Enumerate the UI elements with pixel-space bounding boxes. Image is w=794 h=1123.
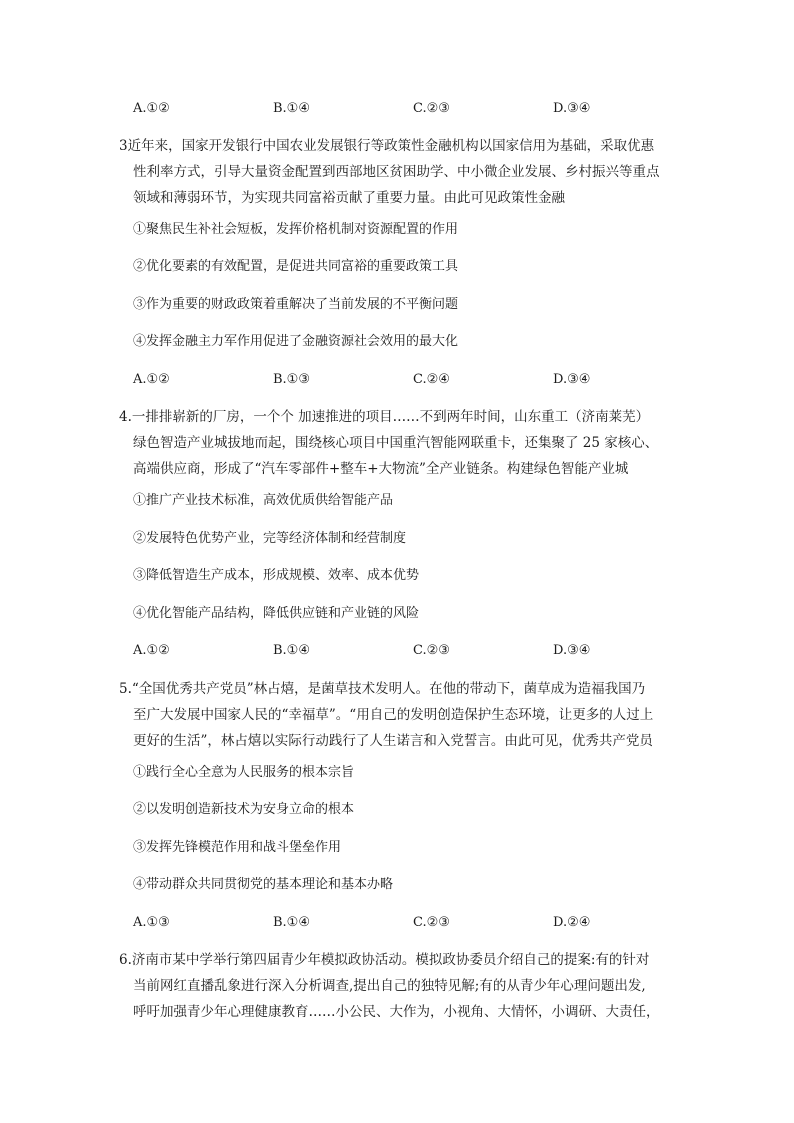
q3-item-1: ①聚焦民生补社会短板，发挥价格机制对资源配置的作用 [133, 222, 459, 237]
q3-stem-line: 3近年来，国家开发银行中国农业发展银行等政策性金融机构以国家信用为基础，采取优惠 [119, 138, 655, 154]
q6-stem-line: 呼吁加强青少年心理健康教育……小公民、大作为，小视角、大情怀，小调研、大责任， [133, 1004, 660, 1020]
q5-options [133, 913, 733, 933]
q4-stem [119, 404, 679, 482]
q2-option-b[interactable]: B.①④ [273, 101, 310, 116]
q5-item-2: ②以发明创造新技术为安身立命的根本 [133, 802, 355, 817]
q4-stem-line: 高端供应商，形成了“汽车零部件+整车+大物流”全产业链条。构建绿色智能产业城 [133, 461, 629, 477]
q2-option-d[interactable]: D.③④ [553, 101, 591, 116]
q6-stem-line: 当前网红直播乱象进行深入分析调查,提出自己的独特见解;有的从青少年心理问题出发, [133, 978, 646, 994]
q4-item-1: ①推广产业技术标准，高效优质供给智能产品 [133, 493, 394, 508]
q4-option-b[interactable]: B.①④ [273, 643, 310, 658]
q5-option-c[interactable]: C.②③ [413, 915, 450, 930]
q3-item-3: ③作为重要的财政政策着重解决了当前发展的不平衡问题 [133, 297, 459, 312]
q5-stem [119, 676, 679, 754]
q5-option-d[interactable]: D.②④ [553, 915, 591, 930]
q6-stem [119, 947, 679, 1025]
q4-item-3: ③降低智造生产成本，形成规模、效率、成本优势 [133, 568, 420, 583]
q3-options [133, 370, 733, 390]
q3-item-2: ②优化要素的有效配置，是促进共同富裕的重要政策工具 [133, 259, 459, 274]
q5-item-3: ③发挥先锋模范作用和战斗堡垒作用 [133, 840, 342, 855]
q5-stem-line: 至广大发展中国家人民的“幸福草”。“用自己的发明创造保护生态环境，让更多的人过上 [133, 707, 654, 723]
q4-item-4: ④优化智能产品结构，降低供应链和产业链的风险 [133, 606, 420, 621]
q3-option-b[interactable]: B.①③ [273, 372, 310, 387]
q4-option-c[interactable]: C.②③ [413, 643, 450, 658]
q5-item-1: ①践行全心全意为人民服务的根本宗旨 [133, 765, 355, 780]
q2-options [133, 99, 733, 119]
q4-stem-line: 绿色智造产业城拔地而起，围绕核心项目中国重汽智能网联重卡，还集聚了 25 家核心、 [133, 435, 659, 451]
q3-stem-line: 性利率方式，引导大量资金配置到西部地区贫困助学、中小微企业发展、乡村振兴等重点 [133, 164, 660, 180]
q4-stem-line: 4.一排排崭新的厂房，一个个 加速推进的项目……不到两年时间，山东重工（济南莱芜） [119, 409, 650, 425]
q5-stem-line: 5.“全国优秀共产党员”林占熺，是菌草技术发明人。在他的带动下，菌草成为造福我国乃 [119, 681, 646, 697]
q3-stem [119, 133, 679, 211]
q4-option-a[interactable]: A.①② [133, 643, 170, 658]
q3-option-d[interactable]: D.③④ [553, 372, 591, 387]
q6-stem-line: 6.济南市某中学举行第四届青少年模拟政协活动。模拟政协委员介绍自己的提案:有的针对 [119, 952, 650, 968]
q5-stem-line: 更好的生活”，林占熺以实际行动践行了人生诺言和入党誓言。由此可见，优秀共产党员 [133, 733, 653, 749]
q2-option-a[interactable]: A.①② [133, 101, 170, 116]
q5-option-a[interactable]: A.①③ [133, 915, 170, 930]
q3-stem-line: 领域和薄弱环节，为实现共同富裕贡献了重要力量。由此可见政策性金融 [133, 190, 565, 206]
q3-option-c[interactable]: C.②④ [413, 372, 450, 387]
q4-option-d[interactable]: D.③④ [553, 643, 591, 658]
q4-item-2: ②发展特色优势产业，完等经济体制和经营制度 [133, 531, 407, 546]
q3-item-4: ④发挥金融主力军作用促进了金融资源社会效用的最大化 [133, 334, 459, 349]
q5-item-4: ④带动群众共同贯彻党的基本理论和基本办略 [133, 877, 394, 892]
q2-option-c[interactable]: C.②③ [413, 101, 450, 116]
q3-option-a[interactable]: A.①② [133, 372, 170, 387]
q5-option-b[interactable]: B.①④ [273, 915, 310, 930]
q4-options [133, 641, 733, 661]
